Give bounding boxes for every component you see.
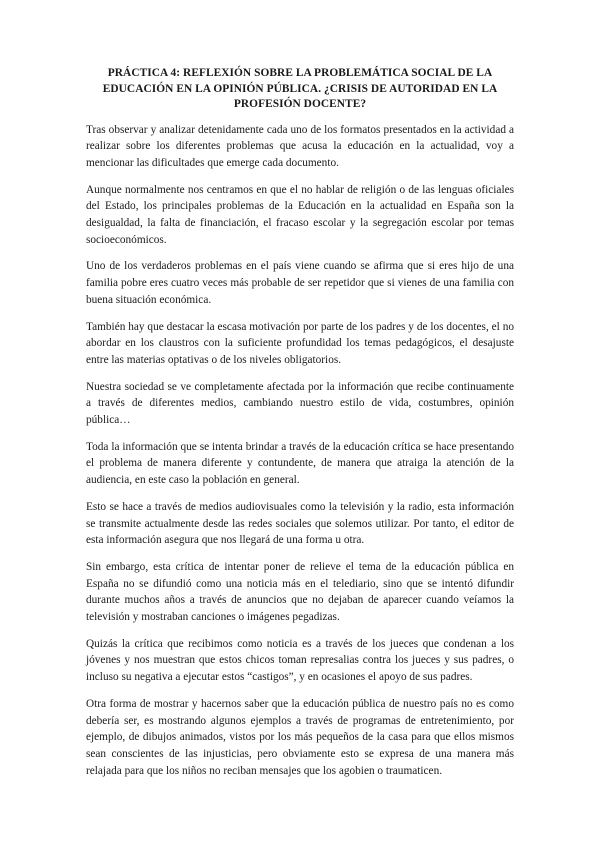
document-page [86, 66, 514, 789]
paragraph-main-problems: Aunque normalmente nos centramos en que el no hablar de religión o de las lenguas oficiales del Estado, los principales problemas de la Educación en la actualidad en España son la desigualdad, la falta de financiación, el fracaso escolar y la segregación escolar por temas socioeconómicos. [86, 183, 514, 246]
paragraph-public-education: Sin embargo, esta crítica de intentar poner de relieve el tema de la educación pública en España no se difundió como una noticia más en el telediario, sino que se intentó difundir durante muchos años a través de anuncios que no dejaban de aparecer cuando veíamos la televisión y mostraban canciones o imágenes pegadizas. [86, 560, 514, 624]
paragraph-motivation: También hay que destacar la escasa motivación por parte de los padres y de los docentes, el no abordar en los claustros con la suficiente profundidad los temas pedagógicos, el desajuste entre las materias optativas o de los niveles obligatorios. [86, 320, 514, 366]
paragraph-entertainment: Otra forma de mostrar y hacernos saber que la educación pública de nuestro país no es como debería ser, es mostrando algunos ejemplos a través de programas de entretenimiento, por ejemplo, de dibujos animados, vistos por los más pequeños de la casa para que ellos mismos sean conscientes de las injusticias, pero obviamente esto se expresa de una manera más relajada para que los niños no reciban mensajes que los agobien o traumaticen. [86, 697, 514, 777]
paragraph-intro: Tras observar y analizar detenidamente cada uno de los formatos presentados en la actividad a realizar sobre los diferentes problemas que acusa la educación en la actualidad, voy a mencionar las dificultades que emerge cada documento. [86, 123, 514, 169]
document-title: PRÁCTICA 4: REFLEXIÓN SOBRE LA PROBLEMÁTICA SOCIAL DE LA EDUCACIÓN EN LA OPINIÓN PÚBLICA. ¿CRISIS DE AUTORIDAD EN LA PROFESIÓN DOCENTE? [102, 67, 498, 110]
paragraph-society: Nuestra sociedad se ve completamente afectada por la información que recibe continuamente a través de diferentes medios, cambiando nuestro estilo de vida, costumbres, opinión pública… [86, 380, 514, 427]
paragraph-judges: Quizás la crítica que recibimos como noticia es a través de los jueces que condenan a los jóvenes y nos muestran que estos chicos toman represalias contra los jueces y sus padres, o incluso su negativa a ejecutar estos “castigos”, y en ocasiones el apoyo de sus padres. [86, 637, 514, 684]
paragraph-poverty: Uno de los verdaderos problemas en el país viene cuando se afirma que si eres hijo de una familia pobre eres cuatro veces más probable de ser repetidor que si vienes de una familia con buena situación económica. [86, 260, 514, 306]
paragraph-media: Esto se hace a través de medios audiovisuales como la televisión y la radio, esta información se transmite actualmente desde las redes sociales que solemos utilizar. Por tanto, el editor de esta información asegura que nos llegará de una forma u otra. [86, 500, 514, 547]
paragraph-critical-education: Toda la información que se intenta brindar a través de la educación crítica se hace presentando el problema de manera diferente y contundente, de manera que atraiga la atención de la audiencia, en este caso la población en general. [86, 440, 514, 487]
